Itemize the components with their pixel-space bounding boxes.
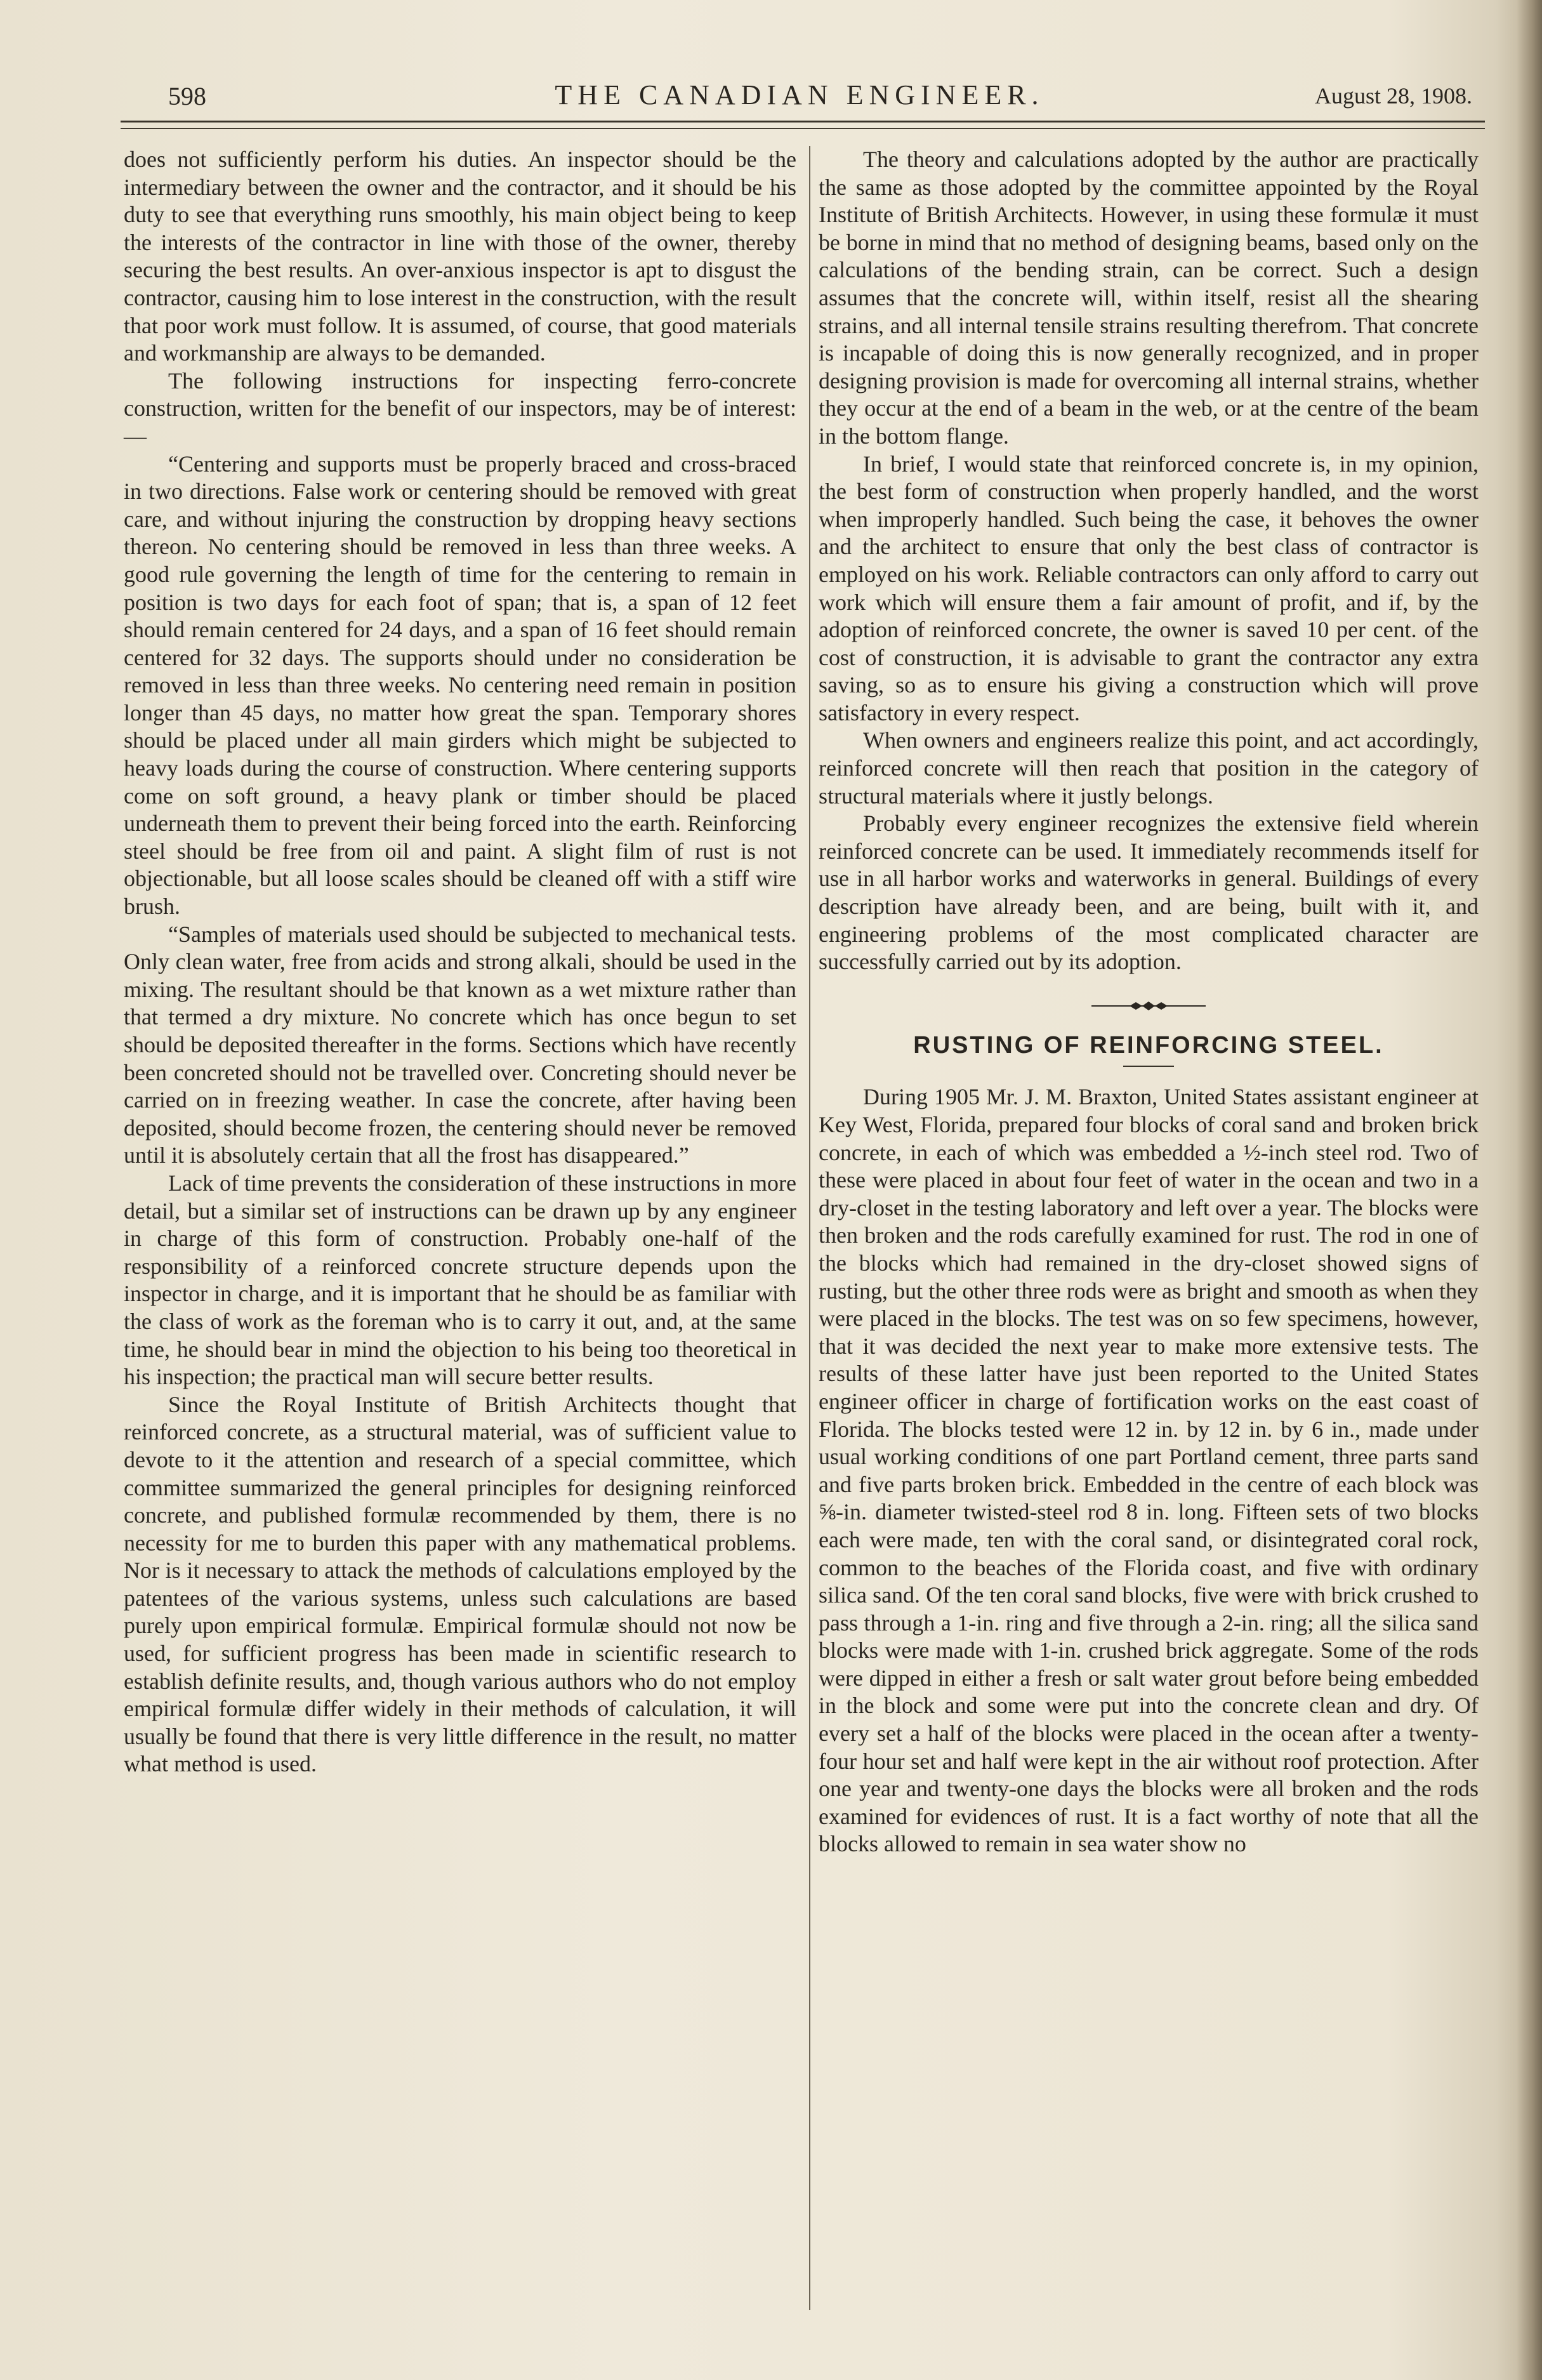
section-ornament (819, 991, 1479, 1017)
paragraph: Lack of time prevents the consideration of these instructions in more detail, but a similar set of instructions can be drawn up by any engineer in charge of this form of construction. Probably one-half of the responsibility of a reinforced concrete structure depends upon the inspector in charge, and it is important that he should be as familiar with the class of work as the foreman who is to carry it out, and, at the same time, he should bear in mind the objection to his being too theoretical in his inspection; the practical man will secure better results. (124, 1170, 796, 1390)
paragraph: The following instructions for inspecting ferro-concrete construction, written for the benefit of our inspectors, may be of interest:— (124, 367, 796, 449)
right-column (819, 146, 1479, 1858)
paragraph: In brief, I would state that reinforced concrete is, in my opinion, the best form of construction when properly handled, and the worst when improperly handled. Such being the case, it behoves the owner and the architect to ensure that only the best class of contractor is employed on his work. Reliable contractors can only afford to carry out work which will ensure them a fair amount of profit, and if, by the adoption of reinforced concrete, the owner is saved 10 per cent. of the cost of construction, it is advisable to grant the contractor any extra saving, so as to ensure his giving a construction which will prove satisfactory in every respect. (819, 451, 1479, 725)
paragraph: “Samples of materials used should be subjected to mechanical tests. Only clean water, free from acids and strong alkali, should be used in the mixing. The resultant should be that known as a wet mixture rather than that termed a dry mixture. No concrete which has once begun to set should be deposited thereafter in the forms. Sections which have recently been concreted should not be travelled over. Concreting should never be carried on in freezing weather. In case the concrete, after having been deposited, should become frozen, the centering should never be removed until it is absolutely certain that all the frost has disappeared.” (124, 921, 796, 1168)
title-rule (1123, 1066, 1174, 1067)
header-rule-thick (121, 121, 1485, 122)
issue-date: August 28, 1908. (1314, 83, 1472, 109)
article-title: RUSTING OF REINFORCING STEEL. (913, 1031, 1384, 1059)
column-divider (809, 146, 810, 2310)
header-rule-thin (121, 128, 1485, 129)
page-edge-shadow (1517, 0, 1542, 2380)
paragraph: The theory and calculations adopted by the author are practically the same as those adopted by the committee appointed by the Royal Institute of British Architects. However, in using these formulæ it must be borne in mind that no method of designing beams, based only on the calculations of the bending strain, can be correct. Such a design assumes that the concrete will, within itself, resist all the shearing strains, and all internal tensile strains resulting therefrom. That concrete is incapable of doing this is now generally recognized, and in proper designing provision is made for overcoming all internal strains, whether they occur at the end of a beam in the web, or at the centre of the beam in the bottom flange. (819, 147, 1479, 449)
journal-title: THE CANADIAN ENGINEER. (555, 79, 1044, 110)
paragraph: During 1905 Mr. J. M. Braxton, United States assistant engineer at Key West, Florida, prepared four blocks of coral sand and broken brick concrete, in each of which was embedded a ½-inch steel rod. Two of these were placed in about four feet of water in the ocean and two in a dry-closet in the testing laboratory and left over a year. The blocks were then broken and the rods carefully examined for rust. The rod in one of the blocks which had remained in the dry-closet showed signs of rusting, but the other three rods were as bright and smooth as when they were placed in the blocks. The test was on so few specimens, however, that it was decided the next year to make more extensive tests. The results of these latter have just been reported to the United States engineer officer in charge of fortification works on the east coast of Florida. The blocks tested were 12 in. by 12 in. by 6 in., made under usual working conditions of one part Portland cement, three parts sand and five parts broken brick. Embedded in the centre of each block was ⅝-in. diameter twisted-steel rod 8 in. long. Fifteen sets of two blocks each were made, ten with the coral sand, or disintegrated coral rock, common to the beaches of the Florida coast, and five with ordinary silica sand. Of the ten coral sand blocks, five were with brick crushed to pass through a 1-in. ring and five through a 2-in. ring; all the silica sand blocks were made with 1-in. crushed brick aggregate. Some of the rods were dipped in either a fresh or salt water grout before being embedded in the block and some were put into the concrete clean and dry. Of every set a half of the blocks were placed in the ocean after a twenty-four hour set and half were kept in the air without roof protection. After one year and twenty-one days the blocks were all broken and the rods examined for evidences of rust. It is a fact worthy of note that all the blocks allowed to remain in sea water show no (819, 1084, 1479, 1857)
left-column (124, 146, 796, 1778)
ornament-icon (1091, 1000, 1206, 1012)
page-number: 598 (168, 82, 206, 110)
running-header (121, 75, 1479, 119)
paragraph: When owners and engineers realize this point, and act accordingly, reinforced concrete will then reach that position in the category of structural materials where it justly belongs. (819, 727, 1479, 809)
paragraph: does not sufficiently perform his duties. An inspector should be the intermediary between the owner and the contractor, and it should be his duty to see that everything runs smoothly, his main object being to keep the interests of the contractor in line with those of the owner, thereby securing the best results. An over-anxious inspector is apt to disgust the contractor, causing him to lose interest in the construction, with the result that poor work must follow. It is assumed, of course, that good materials and workmanship are always to be demanded. (124, 147, 796, 366)
paragraph: Since the Royal Institute of British Architects thought that reinforced concrete, as a structural material, was of sufficient value to devote to it the attention and research of a special committee, which committee summarized the general principles for designing reinforced concrete, and published formulæ recommended by them, there is no necessity for me to burden this paper with any mathematical problems. Nor is it necessary to attack the methods of calculations employed by the patentees of the various systems, unless such calculations are based purely upon empirical formulæ. Empirical formulæ should not now be used, for sufficient progress has been made in scientific research to establish definite results, and, though various authors who do not employ empirical formulæ differ widely in their methods of calculation, it will usually be found that there is very little difference in the result, no matter what method is used. (124, 1391, 796, 1777)
paragraph: “Centering and supports must be properly braced and cross-braced in two directions. False work or centering should be removed with great care, and without injuring the construction by dropping heavy sections thereon. No centering should be removed in less than three weeks. A good rule governing the length of time for the centering to remain in position is two days for each foot of span; that is, a span of 12 feet should remain centered for 24 days, and a span of 16 feet should remain centered for 32 days. The supports should under no consideration be removed in less than three weeks. No centering need remain in position longer than 45 days, no matter how great the span. Temporary shores should be placed under all main girders which might be subjected to heavy loads during the course of construction. Where centering supports come on soft ground, a heavy plank or timber should be placed underneath them to prevent their being forced into the earth. Reinforcing steel should be free from oil and paint. A slight film of rust is not objectionable, but all loose scales should be cleaned off with a stiff wire brush. (124, 451, 796, 920)
paragraph: Probably every engineer recognizes the extensive field wherein reinforced concrete can be used. It immediately recommends itself for use in all harbor works and waterworks in general. Buildings of every description have already been, and are being, built with it, and engineering problems of the most complicated character are successfully carried out by its adoption. (819, 810, 1479, 975)
